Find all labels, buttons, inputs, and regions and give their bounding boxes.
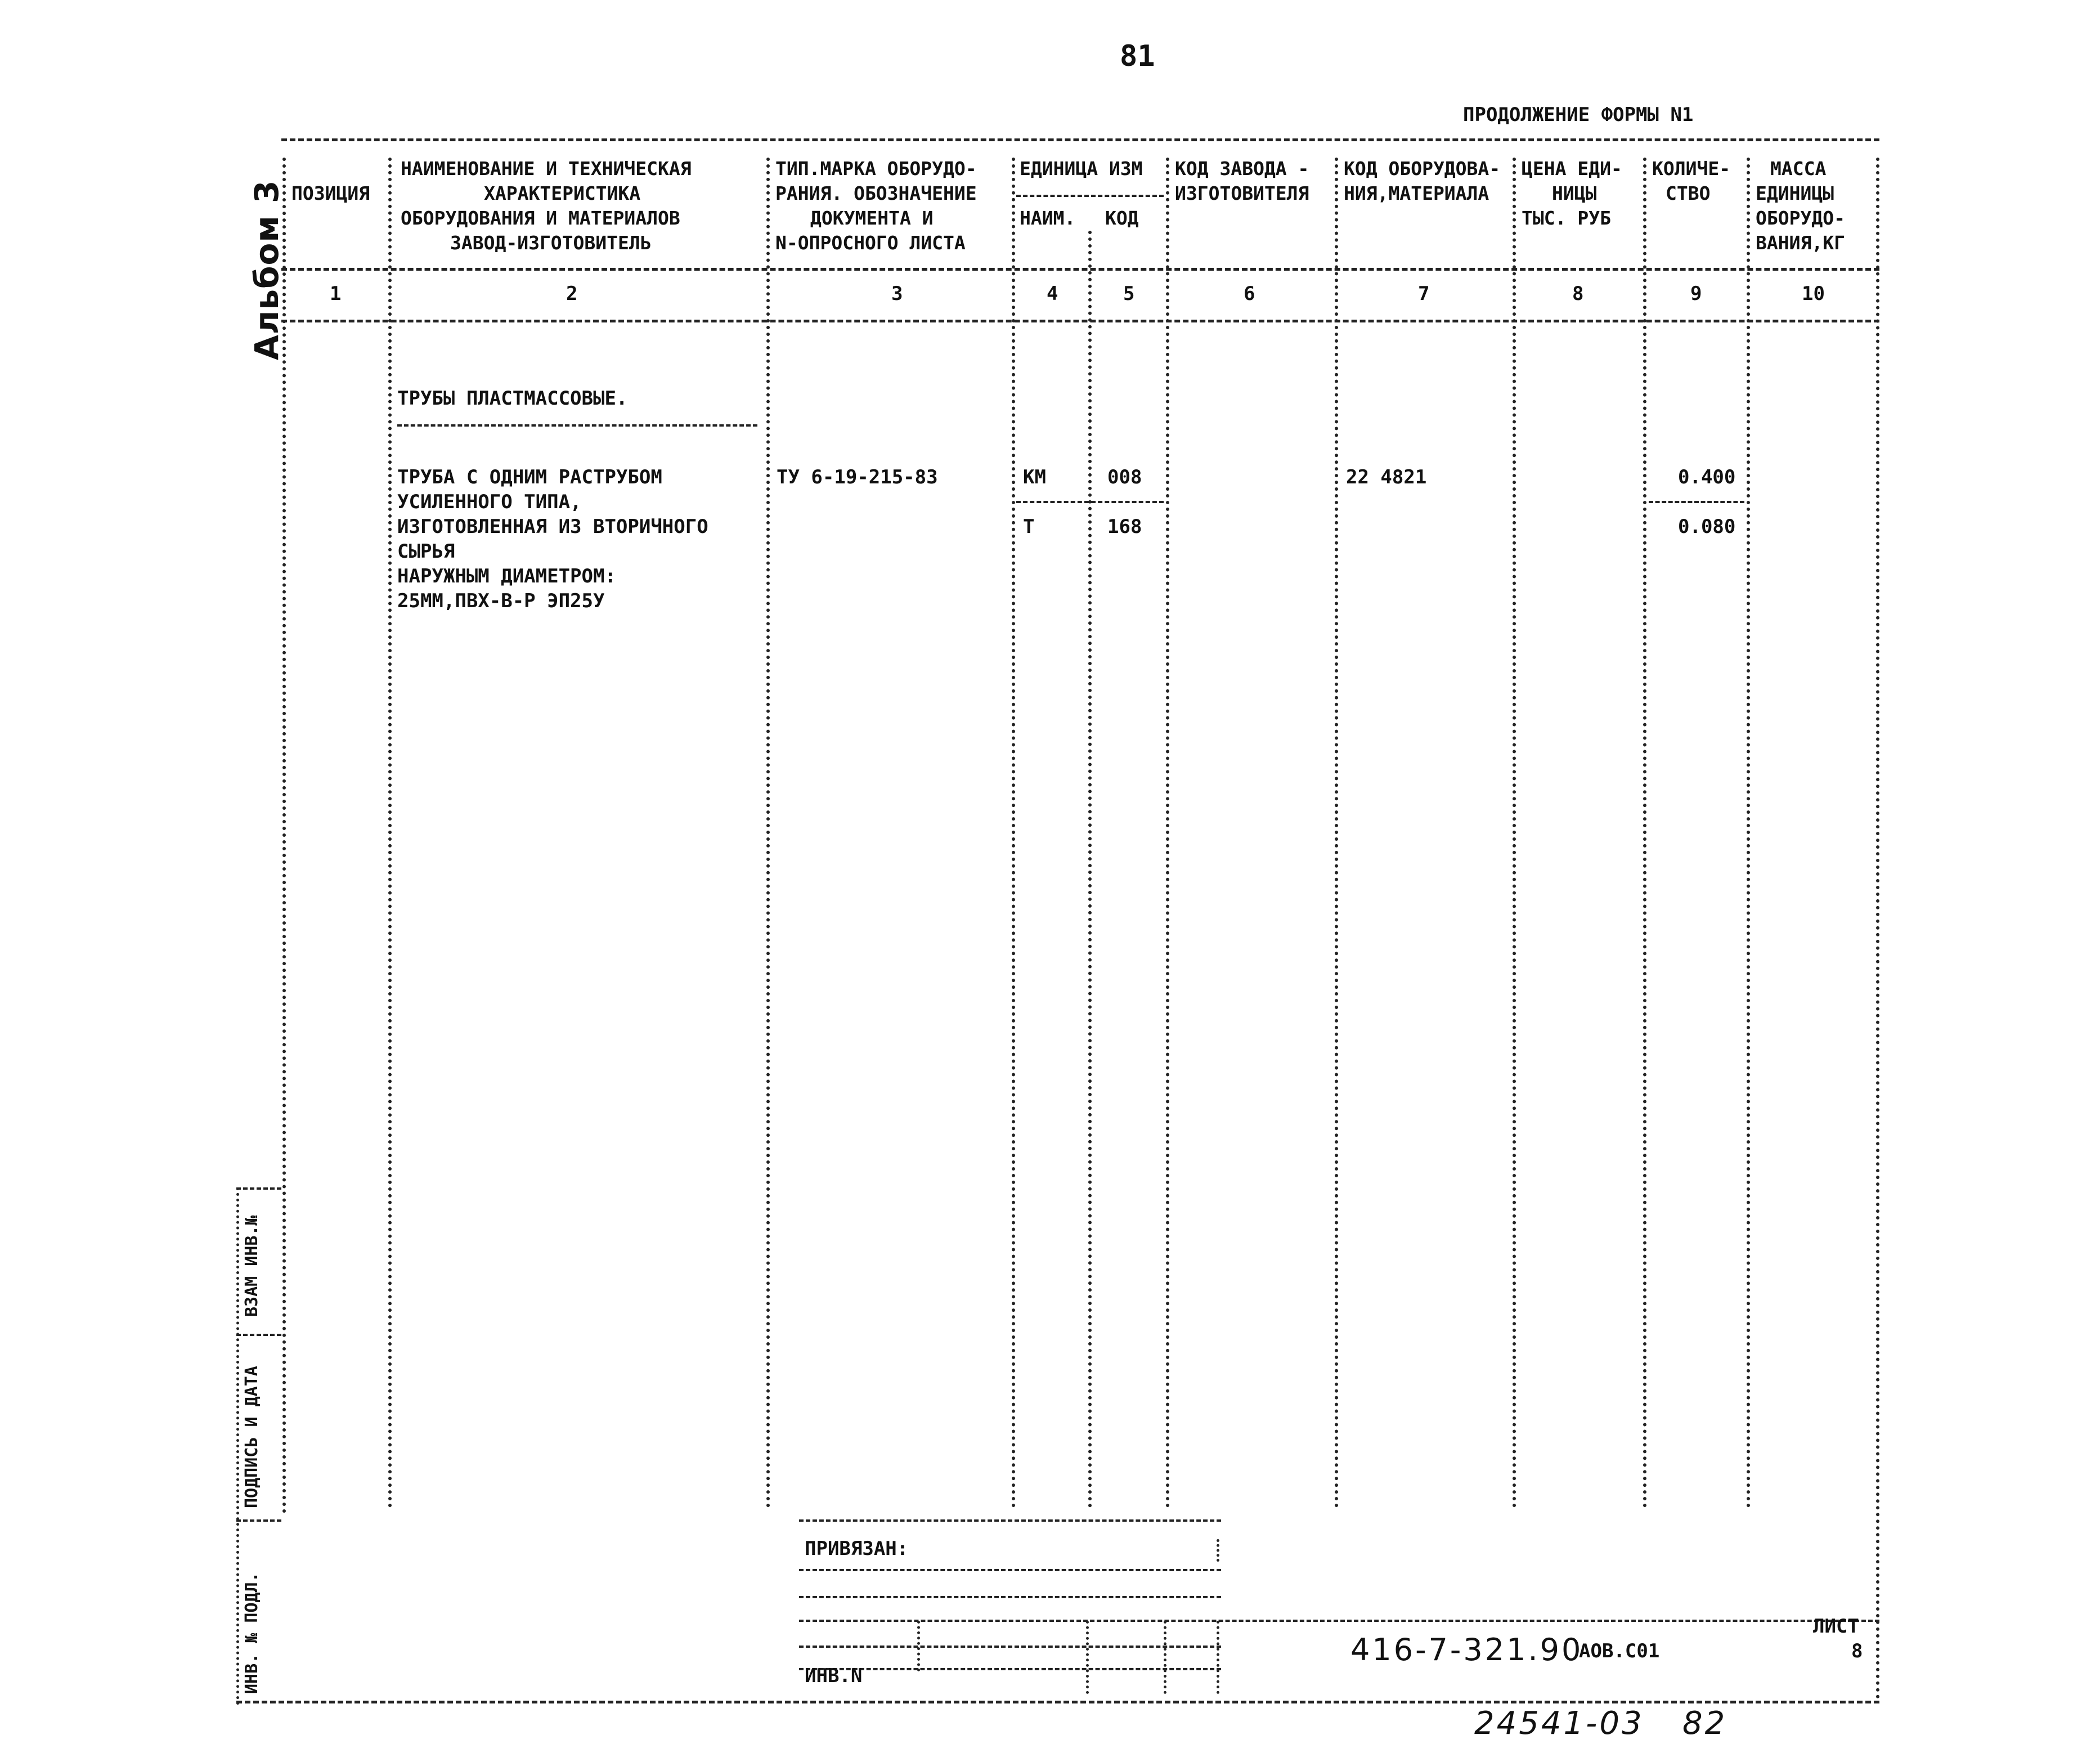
header-col8-line3: ТЫС. РУБ (1522, 207, 1611, 229)
col-sep-6-7 (1335, 158, 1338, 1508)
header-col9-line1: КОЛИЧЕ- (1652, 158, 1731, 180)
footer-handwritten-number: 24541-03 (1474, 1705, 1644, 1742)
header-unit-group: ЕДИНИЦА ИЗМ (1020, 158, 1143, 180)
table-top-rule (281, 138, 1879, 141)
footer-page-number: 82 (1682, 1705, 1727, 1742)
colnum-8: 8 (1572, 283, 1584, 305)
row-item-unitcode-2: 168 (1107, 515, 1142, 538)
header-col2-line1: НАИМЕНОВАНИЕ И ТЕХНИЧЕСКАЯ (401, 158, 692, 180)
row-item-name-1: ТРУБА С ОДНИМ РАСТРУБОМ (397, 466, 662, 488)
row-item-doc: ТУ 6-19-215-83 (777, 466, 938, 488)
colnum-7: 7 (1418, 283, 1430, 305)
col-sep-1-2 (388, 158, 392, 1508)
header-col8-line1: ЦЕНА ЕДИ- (1522, 158, 1622, 180)
colnum-9: 9 (1690, 283, 1702, 305)
colnum-6: 6 (1244, 283, 1255, 305)
header-col6-line1: КОД ЗАВОДА - (1175, 158, 1309, 180)
margin-stamp-top (236, 1187, 281, 1190)
stamp-sheet-label: ЛИСТ (1813, 1615, 1859, 1638)
header-col2-line3: ОБОРУДОВАНИЯ И МАТЕРИАЛОВ (401, 207, 680, 229)
row-item-name-2: УСИЛЕННОГО ТИПА, (397, 491, 582, 513)
stamp-rule-2 (799, 1569, 1221, 1571)
stamp-rule-6 (799, 1668, 1221, 1670)
row-item-name-6: 25ММ,ПВХ-В-Р ЭП25У (397, 590, 605, 612)
section-title-underline (397, 424, 757, 427)
header-col1: ПОЗИЦИЯ (291, 182, 370, 204)
page-number: 81 (1120, 39, 1155, 73)
row-item-unit-2: Т (1023, 515, 1035, 538)
header-col2-line4: ЗАВОД-ИЗГОТОВИТЕЛЬ (450, 232, 652, 254)
header-col7-line2: НИЯ,МАТЕРИАЛА (1344, 182, 1489, 204)
stamp-col-b (1086, 1621, 1089, 1694)
qty-split-rule-row (1649, 501, 1744, 503)
margin-label-vzam: ВЗАМ ИНВ.№ (242, 1215, 262, 1317)
header-unit-split-rule (1016, 195, 1164, 197)
header-col5: КОД (1105, 207, 1139, 229)
row-item-name-3: ИЗГОТОВЛЕННАЯ ИЗ ВТОРИЧНОГО (397, 515, 708, 538)
album-label: Альбом 3 (248, 180, 286, 360)
stamp-col-c (1164, 1621, 1166, 1694)
row-item-name-4: СЫРЬЯ (397, 540, 455, 563)
margin-stamp-line (236, 1187, 239, 1705)
col-sep-2-3 (766, 158, 770, 1508)
stamp-col-d (1217, 1621, 1219, 1694)
table-bottom-rule (236, 1701, 1879, 1703)
header-col4: НАИМ. (1020, 207, 1076, 229)
header-col10-line3: ОБОРУДО- (1756, 207, 1845, 229)
stamp-top-rule (799, 1519, 1221, 1522)
margin-stamp-sep2 (236, 1519, 281, 1522)
stamp-rule-3 (799, 1596, 1221, 1598)
margin-label-inv-podl: ИНВ. № ПОДЛ. (242, 1572, 262, 1694)
header-col3-line2: РАНИЯ. ОБОЗНАЧЕНИЕ (775, 182, 977, 204)
col-sep-right (1876, 158, 1879, 1700)
header-col8-line2: НИЦЫ (1552, 182, 1597, 204)
stamp-doc-suffix: АОВ.С01 (1579, 1640, 1660, 1662)
margin-label-podpis: ПОДПИСЬ И ДАТА (242, 1366, 262, 1508)
stamp-sheet-num: 8 (1851, 1640, 1863, 1662)
header-col3-line3: ДОКУМЕНТА И (810, 207, 934, 229)
row-item-unitcode-1: 008 (1107, 466, 1142, 488)
header-col10-line2: ЕДИНИЦЫ (1756, 182, 1834, 204)
header-col3-line4: N-ОПРОСНОГО ЛИСТА (775, 232, 966, 254)
stamp-privyazan-end (1217, 1539, 1219, 1562)
stamp-rule-5 (799, 1646, 1221, 1648)
colnum-4: 4 (1047, 283, 1058, 305)
stamp-doc-code: 416-7-321.90 (1350, 1632, 1583, 1667)
colnum-5: 5 (1123, 283, 1135, 305)
col-sep-4-5 (1088, 231, 1092, 1508)
colnum-1: 1 (330, 283, 342, 305)
col-sep-8-9 (1643, 158, 1646, 1508)
colnum-2: 2 (566, 283, 578, 305)
row-item-unit-1: КМ (1023, 466, 1046, 488)
col-sep-7-8 (1513, 158, 1516, 1508)
header-col6-line2: ИЗГОТОВИТЕЛЯ (1175, 182, 1309, 204)
row-item-qty-1: 0.400 (1678, 466, 1736, 488)
header-col10-line4: ВАНИЯ,КГ (1756, 232, 1845, 254)
stamp-col-a (917, 1621, 920, 1671)
header-bottom-rule (281, 268, 1879, 271)
colnum-10: 10 (1802, 283, 1825, 305)
header-col10-line1: МАССА (1770, 158, 1827, 180)
col-sep-9-10 (1747, 158, 1750, 1508)
row-section-title: ТРУБЫ ПЛАСТМАССОВЫЕ. (397, 387, 628, 410)
header-col9-line2: СТВО (1666, 182, 1711, 204)
stamp-rule-4 (799, 1620, 1879, 1622)
col-sep-5-6 (1166, 158, 1169, 1508)
margin-stamp-sep1 (236, 1334, 281, 1336)
row-item-name-5: НАРУЖНЫМ ДИАМЕТРОМ: (397, 565, 616, 588)
stamp-privyazan: ПРИВЯЗАН: (805, 1537, 909, 1560)
col-sep-3-4 (1012, 158, 1015, 1508)
row-item-qty-2: 0.080 (1678, 515, 1736, 538)
row-item-matcode: 22 4821 (1346, 466, 1427, 488)
header-col2-line2: ХАРАКТЕРИСТИКА (484, 182, 641, 204)
colnum-3: 3 (891, 283, 903, 305)
header-col3-line1: ТИП.МАРКА ОБОРУДО- (775, 158, 977, 180)
header-col7-line1: КОД ОБОРУДОВА- (1344, 158, 1501, 180)
colnum-bottom-rule (281, 320, 1879, 322)
stamp-inv-n: ИНВ.N (805, 1665, 863, 1687)
col-sep-left (282, 158, 286, 1514)
continuation-title: ПРОДОЛЖЕНИЕ ФОРМЫ N1 (1463, 104, 1694, 126)
unit-split-rule-row (1016, 501, 1164, 503)
